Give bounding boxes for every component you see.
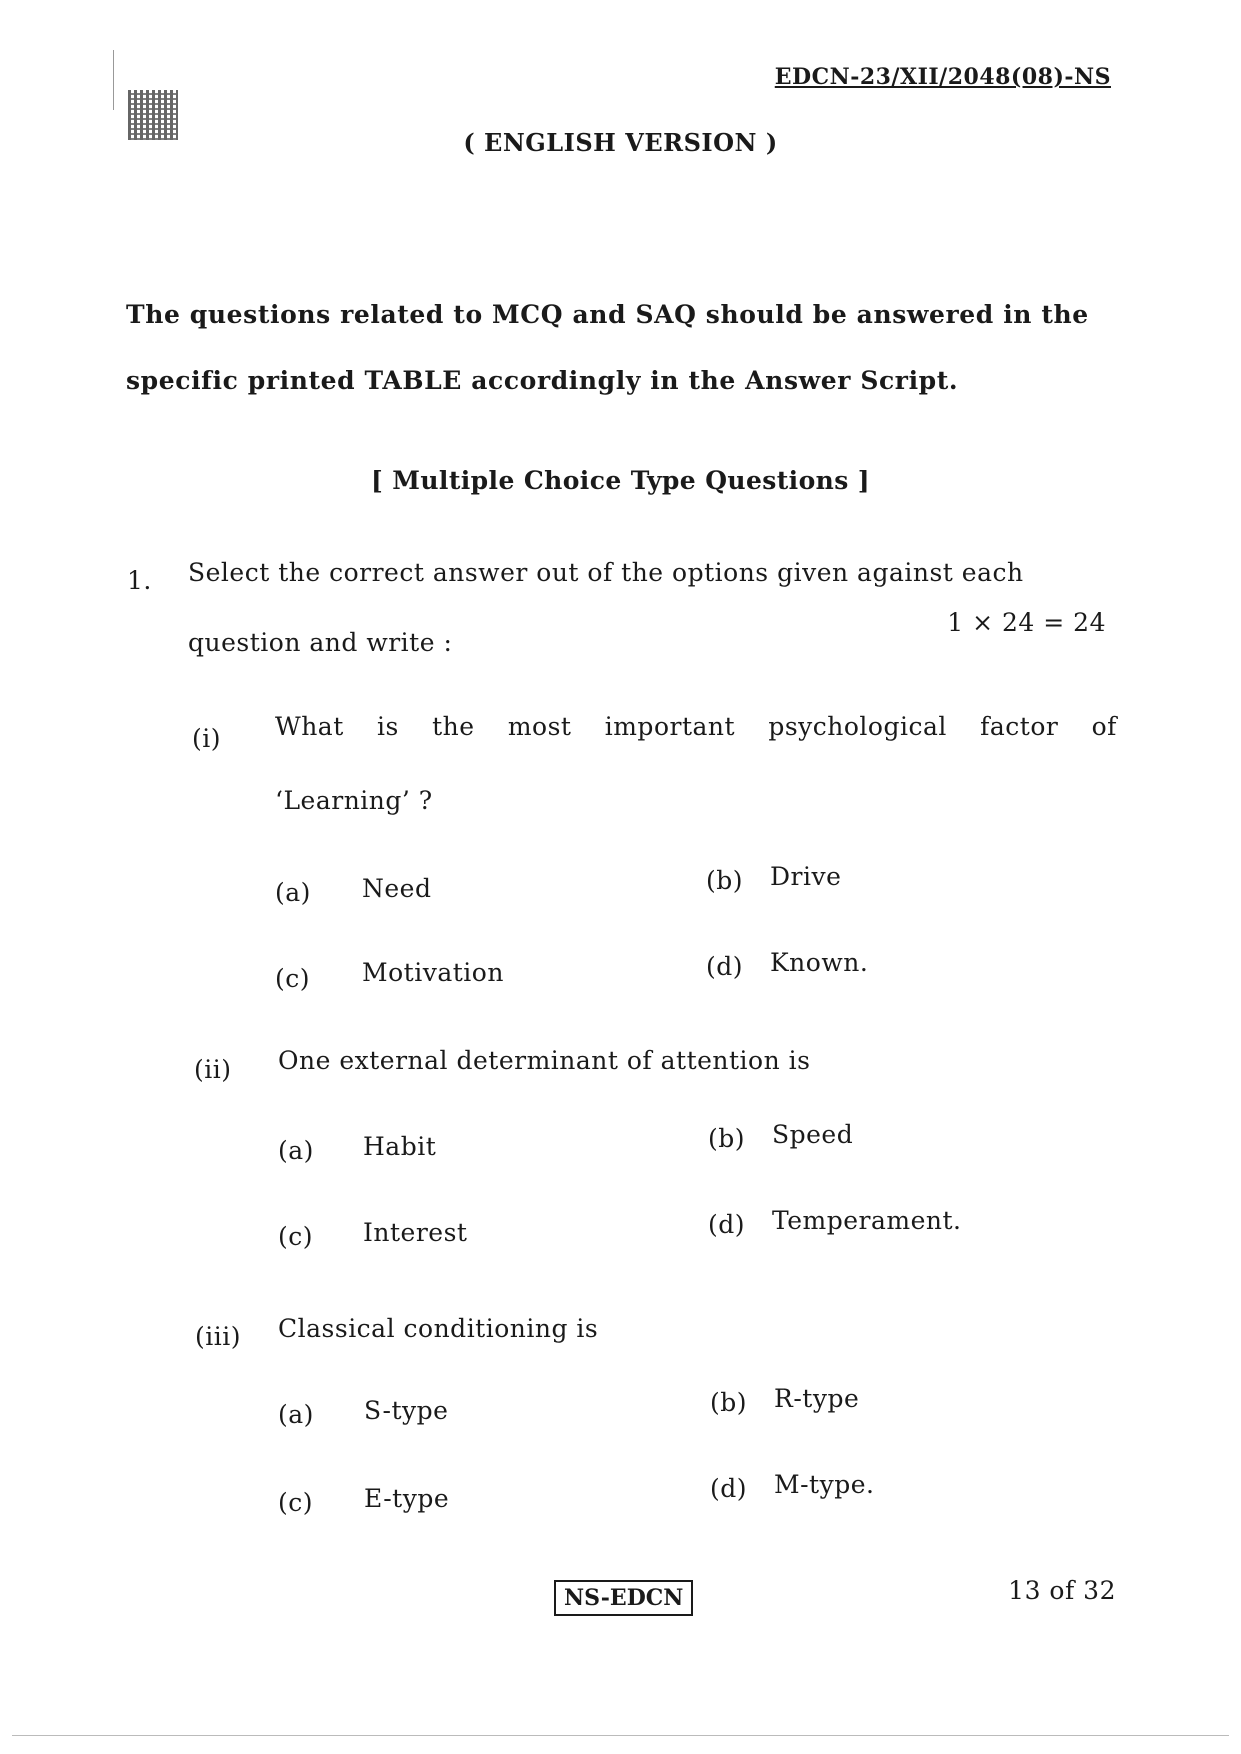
option-label: (a) — [275, 878, 311, 907]
option-label: (d) — [706, 952, 744, 981]
stem-word: most — [507, 712, 572, 741]
option-label: (d) — [710, 1474, 748, 1503]
option-text: Interest — [363, 1218, 468, 1247]
sub-question-label: (i) — [192, 724, 222, 753]
instruction-line-2: specific printed TABLE accordingly in the Answer Script. — [126, 366, 959, 395]
option-label: (b) — [710, 1388, 748, 1417]
option-label: (a) — [278, 1400, 314, 1429]
option-text: Speed — [772, 1120, 854, 1149]
option-label: (c) — [275, 964, 311, 993]
option-label: (b) — [708, 1124, 746, 1153]
question-number: 1. — [127, 566, 152, 595]
option-text: E-type — [364, 1484, 450, 1513]
option-text: Need — [362, 874, 432, 903]
stem-word: psychological — [768, 712, 947, 741]
sub-question-stem: One external determinant of attention is — [278, 1046, 811, 1075]
option-label: (d) — [708, 1210, 746, 1239]
margin-line — [113, 50, 114, 110]
section-title: [ Multiple Choice Type Questions ] — [370, 466, 871, 495]
bottom-rule — [12, 1735, 1229, 1736]
option-text: Drive — [770, 862, 842, 891]
version-heading: ( ENGLISH VERSION ) — [463, 128, 778, 157]
option-text: R-type — [774, 1384, 860, 1413]
instruction-line-1: The questions related to MCQ and SAQ should be answered in the — [126, 300, 1089, 329]
sub-question-stem-line-2: ‘Learning’ ? — [275, 786, 433, 815]
footer-code-box: NS-EDCN — [554, 1580, 693, 1616]
stem-word: the — [432, 712, 475, 741]
question-text-line-2: question and write : — [188, 628, 453, 657]
option-label: (b) — [706, 866, 744, 895]
sub-question-stem — [275, 712, 1117, 741]
option-text: Motivation — [362, 958, 504, 987]
question-text-line-1: Select the correct answer out of the options given against each — [188, 558, 1024, 587]
option-text: Habit — [363, 1132, 437, 1161]
option-text: M-type. — [774, 1470, 875, 1499]
page-number: 13 of 32 — [1008, 1576, 1116, 1605]
stem-word: of — [1091, 712, 1117, 741]
stem-word: factor — [980, 712, 1059, 741]
marks: 1 × 24 = 24 — [947, 608, 1106, 637]
stem-word: is — [377, 712, 399, 741]
paper-code: EDCN-23/XII/2048(08)-NS — [774, 64, 1111, 90]
option-label: (c) — [278, 1222, 314, 1251]
option-text: S-type — [364, 1396, 449, 1425]
stem-word: important — [604, 712, 736, 741]
sub-question-label: (iii) — [195, 1322, 241, 1351]
option-label: (c) — [278, 1488, 314, 1517]
sub-question-label: (ii) — [194, 1055, 232, 1084]
option-text: Temperament. — [772, 1206, 962, 1235]
option-label: (a) — [278, 1136, 314, 1165]
stem-word: What — [275, 712, 344, 741]
option-text: Known. — [770, 948, 869, 977]
sub-question-stem: Classical conditioning is — [278, 1314, 599, 1343]
